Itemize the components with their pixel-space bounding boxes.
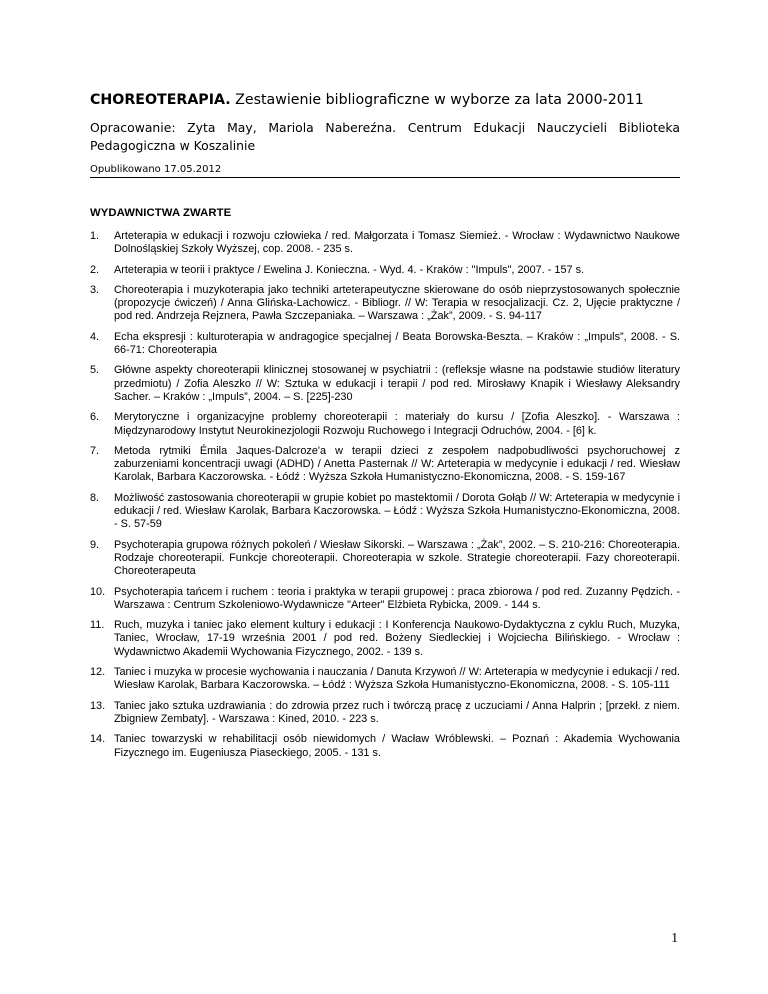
entry-number: 6. [90,411,100,424]
bibliography-entry [90,445,680,485]
bibliography-entry [90,331,680,358]
bibliography-entry [90,284,680,324]
bibliography-entry [90,666,680,693]
bibliography-entry [90,230,680,257]
entry-number: 7. [90,444,100,457]
authors-line: Opracowanie: Zyta May, Mariola Nabereźna. Centrum Edukacji Nauczycieli Biblioteka Pedagogiczna w Koszalinie [90,120,680,153]
bibliography-entry [90,264,680,277]
entry-text: Taniec towarzyski w rehabilitacji osób niewidomych / Wacław Wróblewski. – Poznań : Akademia Wychowania Fizycznego im. Eugeniusza Piaseckiego, 2005. - 131 s. [114,733,680,759]
document-header [90,91,680,177]
bibliography-entry [90,411,680,438]
entry-text: Echa ekspresji : kulturoterapia w andragogice specjalnej / Beata Borowska-Beszta. – Kraków : „Impuls”, 2008. - S. 66-71: Choreoterapia [114,330,680,357]
entry-text: Taniec jako sztuka uzdrawiania : do zdrowia przez ruch i twórczą pracę z uczuciami / Anna Halprin ; [przekł. z niem. Zbigniew Zembaty]. - Warszawa : Kined, 2010. - 223 s. [114,699,680,725]
title-keyword: CHOREOTERAPIA. [90,92,231,108]
entry-text: Arteterapia w teorii i praktyce / Ewelina J. Konieczna. - Wyd. 4. - Kraków : "Impuls", 2007. - 157 s. [114,263,585,276]
entry-number: 1. [90,230,100,242]
entry-text: Metoda rytmiki Émila Jaques-Dalcroze'a w terapii dzieci z zespołem nadpobudliwości psychoruchowej z zaburzeniami koncentracji uwagi (ADHD) / Anetta Pasternak // W: Arteterapia w medycynie i edukacji / red. Wiesław Karolak, Barbara Kaczorowska. - Łódź : Wyższa Szkoła Humanistyczno-Ekonomiczna, 2008. - S. 159-167 [114,444,680,484]
entry-number: 3. [90,283,100,296]
bibliography-list [90,230,680,767]
entry-text: Taniec i muzyka w procesie wychowania i nauczania / Danuta Krzywoń // W: Arteterapia w medycynie i edukacji / red. Wiesław Karolak, Barbara Kaczorowska. – Łódź : Wyższa Szkoła Humanistyczno-Ekonomiczna, 2008. - S. 105-111 [114,666,680,692]
header-divider [90,177,680,178]
published-date: Opublikowano 17.05.2012 [90,164,222,175]
entry-text: Możliwość zastosowania choreoterapii w grupie kobiet po mastektomii / Dorota Gołąb // W: Arteterapia w medycynie i edukacji / red. Wiesław Karolak, Barbara Kaczorowska. – Łódź : Wyższa Szkoła Humanistyczno-Ekonomiczna, 2008. - S. 57-59 [114,491,680,531]
document-title [90,91,680,109]
entry-number: 9. [90,538,100,551]
entry-text: Psychoterapia grupowa różnych pokoleń / Wiesław Sikorski. – Warszawa : „Żak”, 2002. – S. 210-216: Choreoterapia. Rodzaje choreoterapii. Funkcje choreoterapii. Choreoterapia w szkole. Strategie choreoterapii. Fazy choreoterapii. Choreoterapeuta [114,538,680,578]
page-number: 1 [671,930,678,945]
entry-number: 2. [90,263,100,276]
entry-number: 11. [90,619,105,632]
entry-text: Choreoterapia i muzykoterapia jako techniki arteterapeutyczne skierowane do osób nieprzystosowanych społecznie (propozycje ćwiczeń) / Anna Glińska-Lachowicz. - Bibliogr. // W: Terapia w resocjalizacji. Cz. 2, Ujęcie praktyczne / pod red. Andrzeja Rejznera, Pawła Szczepaniaka. – Warszawa : „Żak”, 2009. - S. 94-117 [114,283,680,323]
entry-text: Główne aspekty choreoterapii klinicznej stosowanej w psychiatrii : (refleksje własne na podstawie studiów literatury przedmiotu) / Zofia Aleszko // W: Sztuka w edukacji i terapii / pod red. Mirosławy Knapik i Wiesławy Aleksandry Sacher. – Kraków : „Impuls”, 2004. – S. [225]-230 [114,364,680,403]
bibliography-entry [90,492,680,532]
title-subtitle: Zestawienie bibliograficzne w wyborze za lata 2000-2011 [230,92,644,108]
entry-number: 4. [90,330,100,343]
entry-number: 5. [90,364,100,377]
entry-number: 8. [90,491,100,504]
section-heading: WYDAWNICTWA ZWARTE [90,207,232,219]
bibliography-entry [90,733,680,760]
entry-text: Merytoryczne i organizacyjne problemy choreoterapii : materiały do kursu / [Zofia Aleszko]. - Warszawa : Międzynarodowy Instytut Neurokinezjologii Rozwoju Ruchowego i Integracji Odruchów, 2004. - [6] k. [114,411,680,437]
bibliography-entry [90,700,680,727]
entry-text: Psychoterapia tańcem i ruchem : teoria i praktyka w terapii grupowej : praca zbiorowa / pod red. Zuzanny Pędzich. - Warszawa : Centrum Szkoleniowo-Wydawnicze "Arteer" Elżbieta Rybicka, 2009. - 144 s. [114,585,680,611]
bibliography-entry [90,364,680,404]
entry-number: 12. [90,666,106,679]
entry-text: Arteterapia w edukacji i rozwoju człowieka / red. Małgorzata i Tomasz Siemież. - Wrocław : Wydawnictwo Naukowe Dolnośląskiej Szkoły Wyższej, cop. 2008. - 235 s. [114,230,680,256]
bibliography-entry [90,539,680,579]
bibliography-entry [90,586,680,613]
entry-text: Ruch, muzyka i taniec jako element kultury i edukacji : I Konferencja Naukowo-Dydaktyczna z cyklu Ruch, Muzyka, Taniec, Wrocław, 17-19 września 2001 / pod red. Bożeny Siedleckiej i Wojciecha Bilińskiego. - Wrocław : Wydawnictwo Akademii Wychowania Fizycznego, 2002. - 139 s. [114,619,680,658]
entry-number: 10. [90,585,106,598]
entry-number: 13. [90,699,106,712]
bibliography-entry [90,619,680,659]
entry-number: 14. [90,733,106,746]
